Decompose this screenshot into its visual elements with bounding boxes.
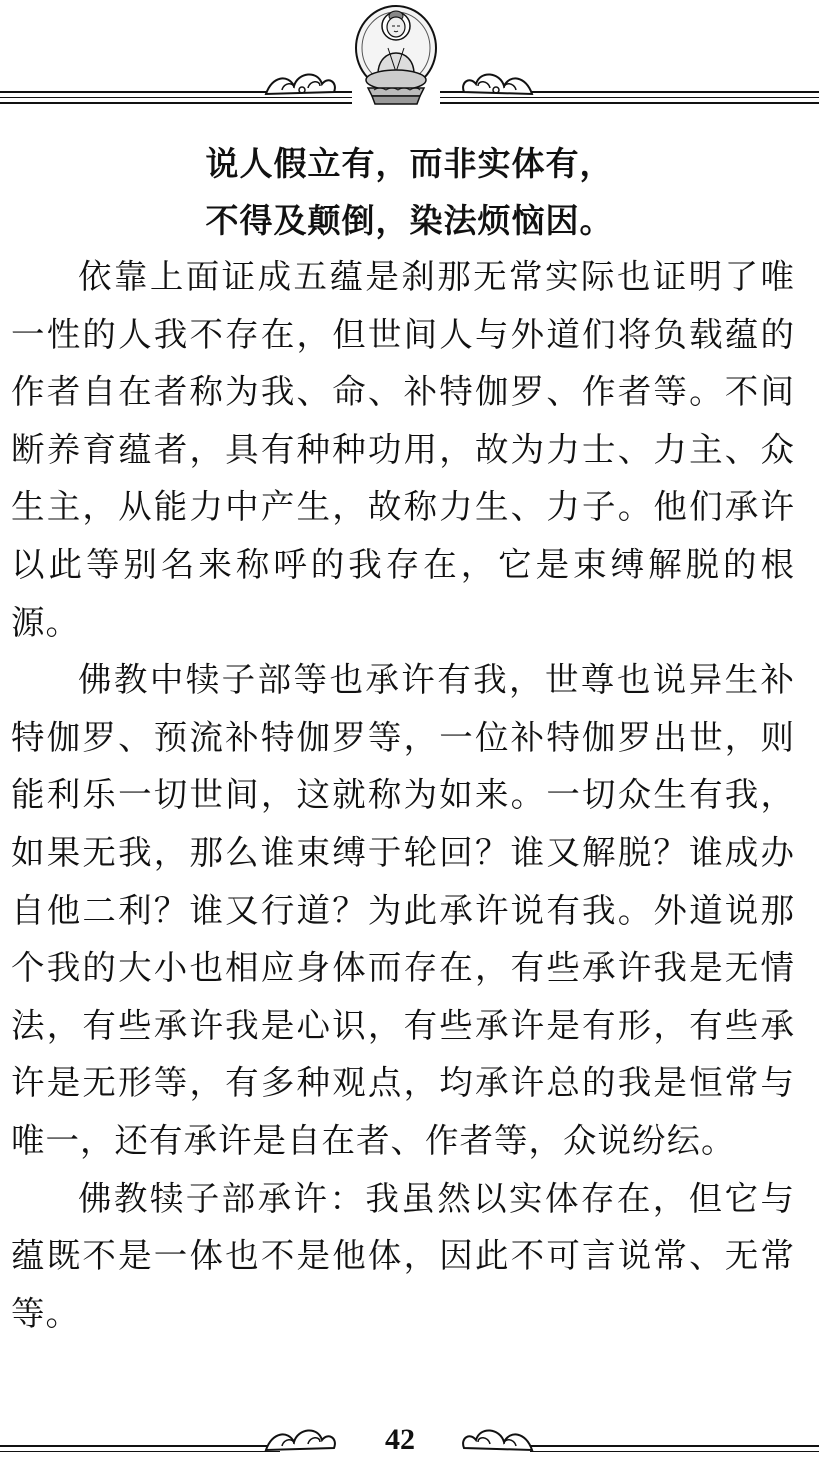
footer-rule-left-thin	[0, 1451, 280, 1452]
paragraph: 佛教犊子部承许：我虽然以实体存在，但它与蕴既不是一体也不是他体，因此不可言说常、无常等。	[11, 1178, 795, 1333]
cloud-ornament-right-icon	[458, 66, 536, 100]
footer-rule-left	[0, 1445, 280, 1447]
footer-cloud-left-icon	[262, 1422, 340, 1456]
verse-line-2: 不得及颠倒，染法烦恼因。	[205, 201, 614, 240]
body-text	[11, 248, 795, 1342]
footer-rule-right-thin	[530, 1451, 819, 1452]
verse-line-1: 说人假立有，而非实体有，	[205, 144, 614, 183]
buddha-figure-icon	[352, 2, 440, 110]
page-number: 42	[385, 1423, 415, 1456]
paragraph: 依靠上面证成五蕴是刹那无常实际也证明了唯一性的人我不存在，但世间人与外道们将负载蕴的作者自在者称为我、命、补特伽罗、作者等。不间断养育蕴者，具有种种功用，故为力士、力主、众生主，从能力中产生，故称力生、力子。他们承许以此等别名来称呼的我存在，它是束缚解脱的根源。	[11, 257, 795, 642]
footer-rule-right	[530, 1445, 819, 1447]
cloud-ornament-left-icon	[262, 66, 340, 100]
paragraph: 佛教中犊子部等也承许有我，世尊也说异生补特伽罗、预流补特伽罗等，一位补特伽罗出世，则能利乐一切世间，这就称为如来。一切众生有我，如果无我，那么谁束缚于轮回？谁又解脱？谁成办自他二利？谁又行道？为此承许说有我。外道说那个我的大小也相应身体而存在，有些承许我是无情法，有些承许我是心识，有些承许是有形，有些承许是无形等，有多种观点，均承许总的我是恒常与唯一，还有承许是自在者、作者等，众说纷纭。	[11, 660, 795, 1160]
footer-cloud-right-icon	[458, 1422, 536, 1456]
